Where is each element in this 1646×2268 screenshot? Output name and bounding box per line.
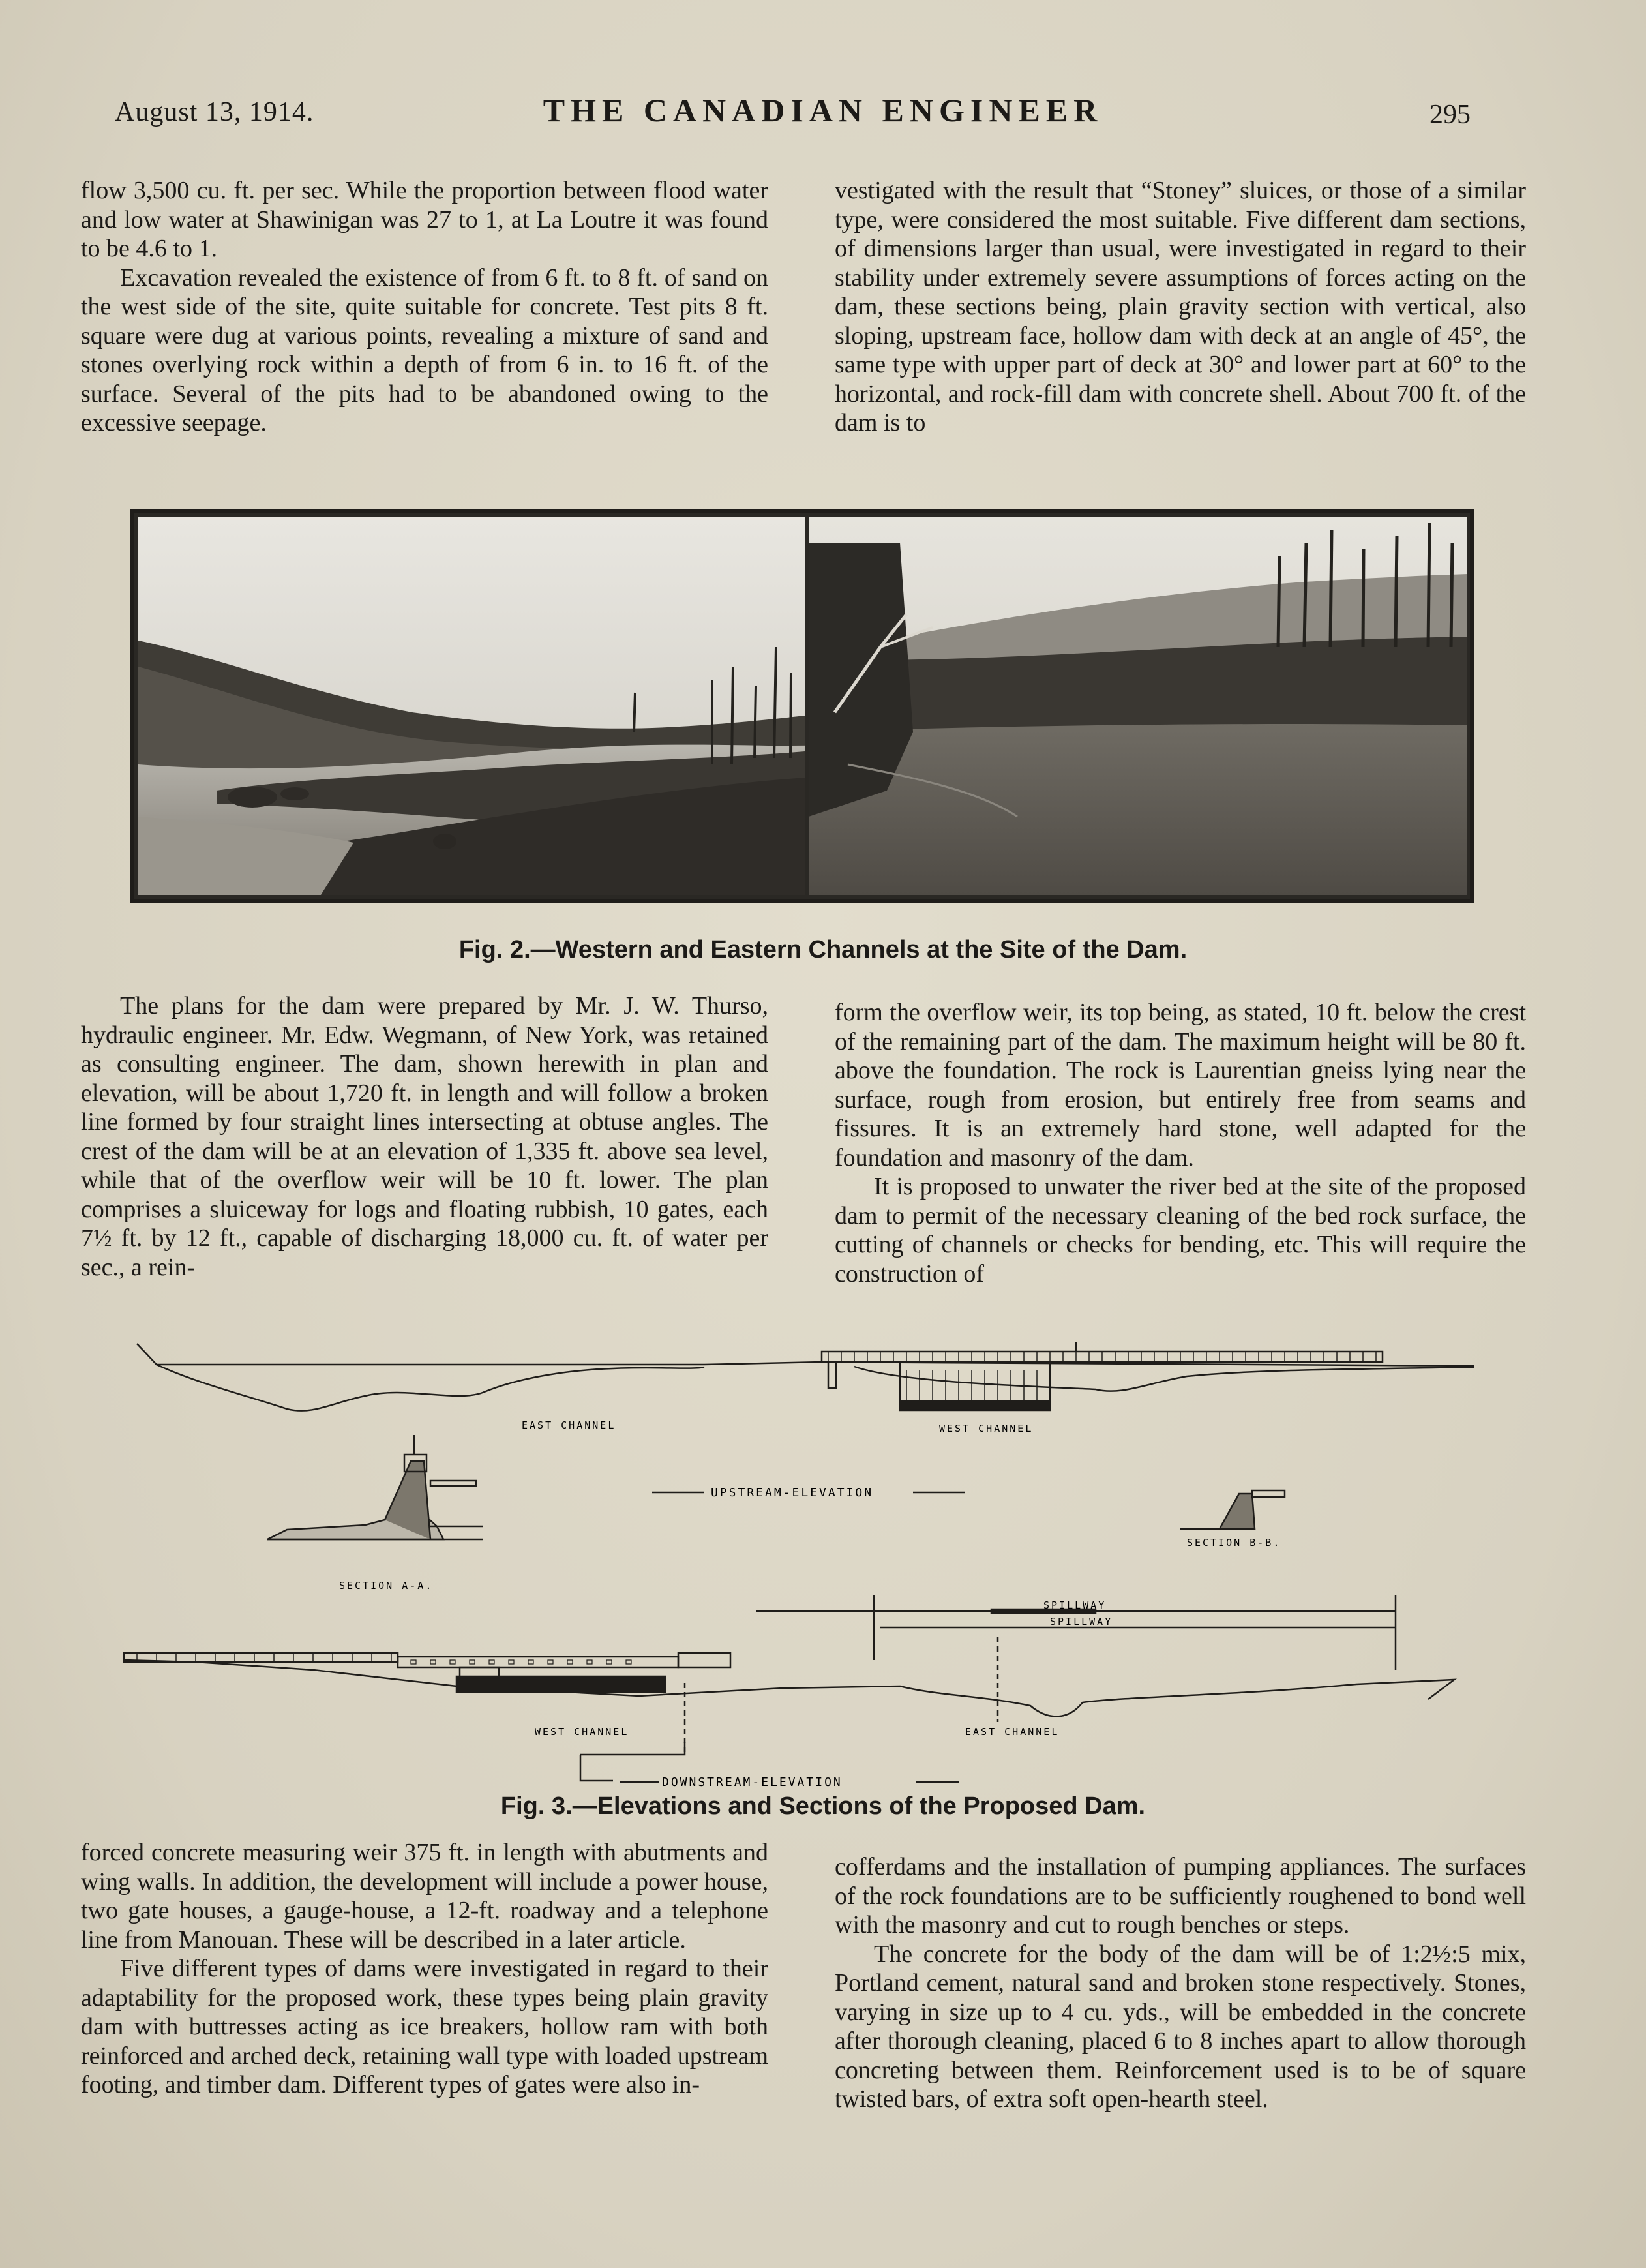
label-west-channel-bottom: WEST CHANNEL	[535, 1726, 629, 1738]
paragraph: It is proposed to unwater the river bed at the site of the proposed dam to permit of the necessary cleaning of the bed rock surface, the cutting of channels or checks for bending, etc. This will require the construction of	[835, 1173, 1526, 1288]
column-left-top	[81, 176, 768, 438]
label-east-channel-bottom: EAST CHANNEL	[965, 1726, 1060, 1738]
label-downstream-elevation: DOWNSTREAM-ELEVATION	[662, 1776, 843, 1789]
eastern-channel-photo	[809, 517, 1467, 895]
figure-3-caption: Fig. 3.—Elevations and Sections of the Proposed Dam.	[500, 1792, 1146, 1820]
paragraph: Excavation revealed the existence of from 6 ft. to 8 ft. of sand on the west side of the site, quite suitable for concrete. Test pits 8 ft. square were dug at various points, revealing a mixture of sand and stones overlying rock within a depth of from 6 in. to 16 ft. of the surface. Several of the pits had to be abandoned owing to the excessive seepage.	[81, 264, 768, 436]
label-west-channel-top: WEST CHANNEL	[939, 1423, 1034, 1434]
label-upstream-elevation: UPSTREAM-ELEVATION	[711, 1486, 874, 1500]
journal-title: THE CANADIAN ENGINEER	[543, 92, 1103, 129]
label-spillway-upper: SPILLWAY	[1043, 1599, 1107, 1611]
label-east-channel-top: EAST CHANNEL	[522, 1419, 616, 1431]
paragraph: The concrete for the body of the dam will be of 1:2½:5 mix, Portland cement, natural sand and broken stone respectively. Stones, varying in size up to 4 cu. yds., will be embedded in the concrete after thorough cleaning, placed 6 to 8 inches apart to allow thorough concreting between them. Reinforcement used is to be of square twisted bars, of extra soft open-hearth steel.	[835, 1940, 1526, 2113]
western-channel-photo	[138, 517, 805, 895]
paragraph: Five different types of dams were investigated in regard to their adaptability for the proposed work, these types being plain gravity dam with buttresses acting as ice breakers, hollow ram with both reinforced and arched deck, retaining wall type with loaded upstream footing, and timber dam. Different types of gates were also in-	[81, 1955, 768, 2098]
paragraph: The plans for the dam were prepared by Mr. J. W. Thurso, hydraulic engineer. Mr. Edw. Wegmann, of New York, was retained as consulting engineer. The dam, shown herewith in plan and elevation, will be about 1,720 ft. in length and will follow a broken line formed by four straight lines intersecting at obtuse angles. The crest of the dam will be at an elevation of 1,335 ft. above sea level, while that of the overflow weir will be 10 ft. lower. The plan comprises a sluiceway for logs and floating rubbish, 10 gates, each 7½ ft. by 12 ft., capable of discharging 18,000 cu. ft. of water per sec., a rein-	[81, 992, 768, 1281]
paragraph: form the overflow weir, its top being, as stated, 10 ft. below the crest of the remaining part of the dam. The maximum height will be 80 ft. above the foundation. The rock is Laurentian gneiss lying near the surface, rough from erosion, but entirely free from seams and fissures. It is an extremely hard stone, well adapted for the foundation and masonry of the dam.	[835, 999, 1526, 1172]
label-section-aa: SECTION A-A.	[339, 1580, 434, 1592]
page-header	[0, 91, 1646, 137]
column-left-middle	[81, 991, 768, 1282]
issue-date: August 13, 1914.	[115, 97, 314, 127]
column-right-middle	[835, 998, 1526, 1288]
dam-elevations-svg	[117, 1331, 1500, 1794]
column-right-top	[835, 176, 1526, 438]
figure-3-drawing	[117, 1331, 1500, 1794]
label-spillway-lower: SPILLWAY	[1050, 1616, 1113, 1627]
paragraph: vestigated with the result that “Stoney” sluices, or those of a similar type, were considered the most suitable. Five different dam sections, of dimensions larger than usual, were investigated in regard to their stability under extremely severe assumptions of forces acting on the dam, these sections being, plain gravity section with vertical, also sloping, upstream face, hollow dam with deck at an angle of 45°, the same type with upper part of deck at 30° and lower part at 60° to the horizontal, and rock-fill dam with concrete shell. About 700 ft. of the dam is to	[835, 177, 1526, 436]
paragraph: flow 3,500 cu. ft. per sec. While the proportion between flood water and low water at Shawinigan was 27 to 1, at La Loutre it was found to be 4.6 to 1.	[81, 177, 768, 262]
figure-2-photographs	[130, 509, 1474, 903]
figure-2-caption: Fig. 2.—Western and Eastern Channels at the Site of the Dam.	[458, 936, 1188, 963]
column-left-bottom	[81, 1838, 768, 2100]
page-number: 295	[1429, 100, 1471, 130]
paragraph: forced concrete measuring weir 375 ft. in length with abutments and wing walls. In addition, the development will include a power house, two gate houses, a gauge-house, a 12-ft. roadway and a telephone line from Manouan. These will be described in a later article.	[81, 1839, 768, 1954]
paragraph: cofferdams and the installation of pumping appliances. The surfaces of the rock foundations are to be sufficiently roughened to bond well with the masonry and cut to rough benches or steps.	[835, 1853, 1526, 1939]
column-right-bottom	[835, 1852, 1526, 2114]
label-section-bb: SECTION B-B.	[1187, 1537, 1281, 1549]
